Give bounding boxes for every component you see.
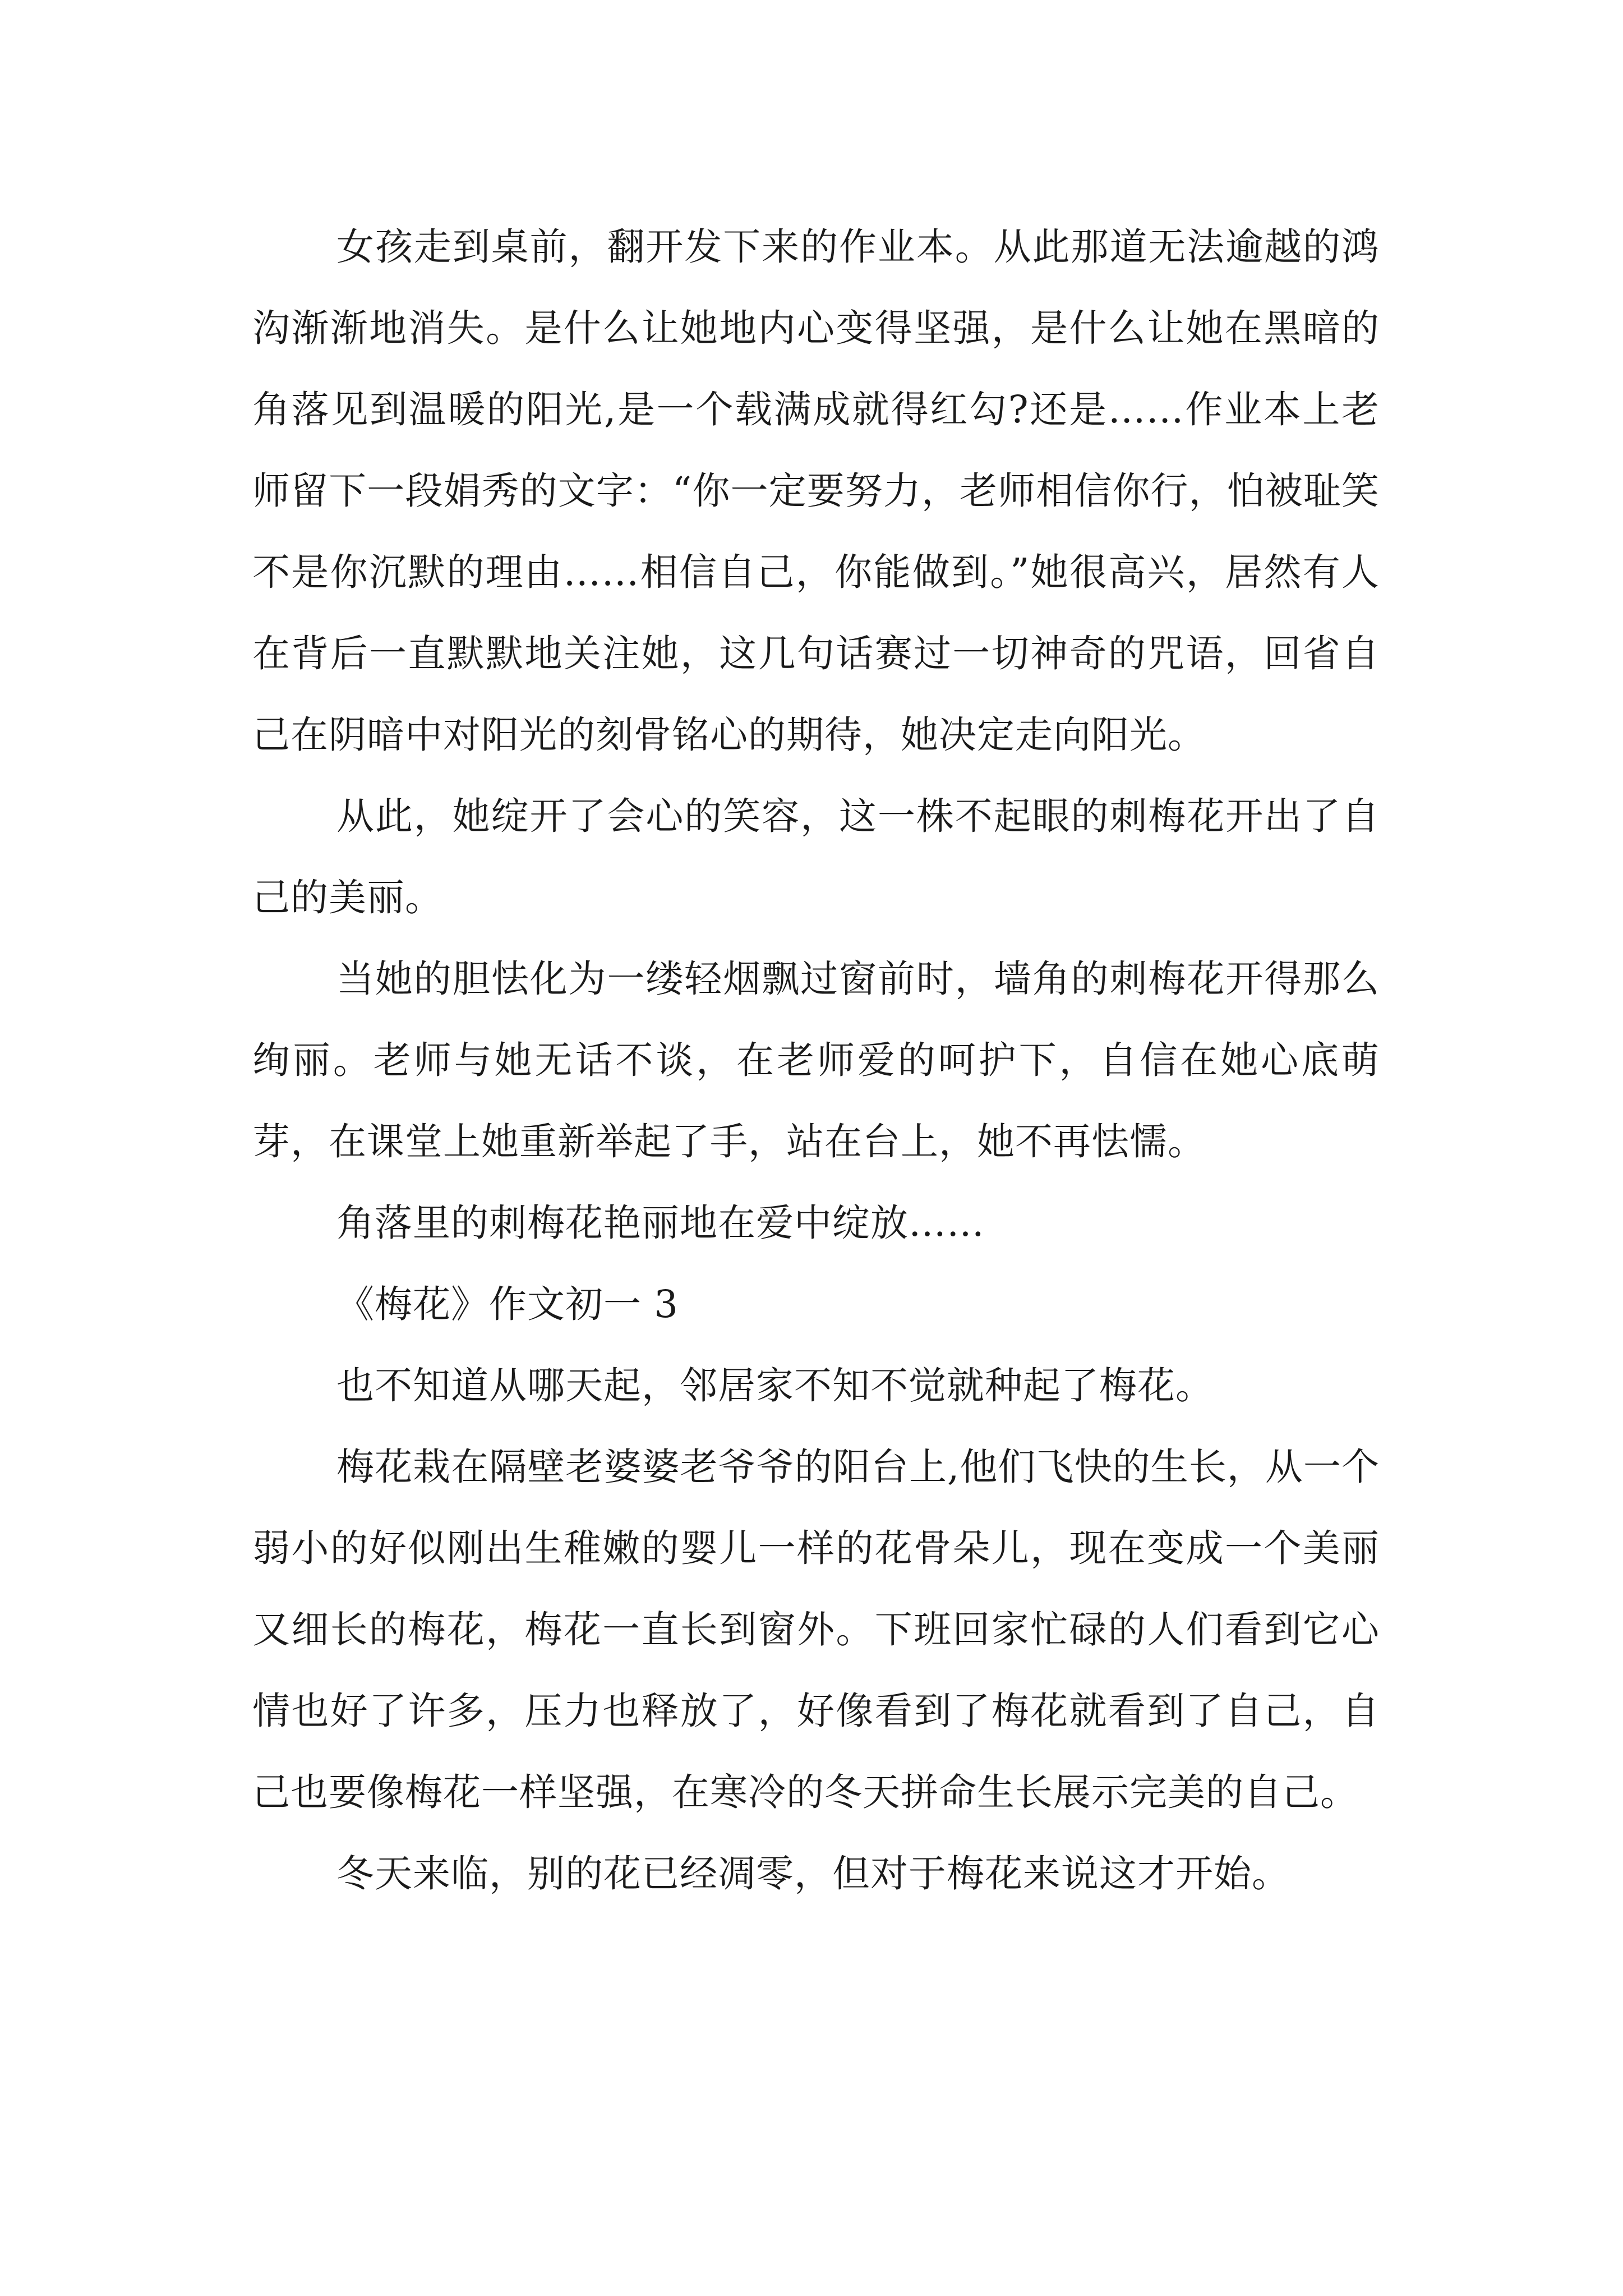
document-body — [252, 206, 1380, 1915]
section-heading: 《梅花》作文初一 3 — [336, 1282, 679, 1326]
paragraph-6: 梅花栽在隔壁老婆婆老爷爷的阳台上,他们飞快的生长，从一个弱小的好似刚出生稚嫩的婴儿一样的花骨朵儿，现在变成一个美丽又细长的梅花，梅花一直长到窗外。下班回家忙碌的人们看到它心情也好了许多，压力也释放了，好像看到了梅花就看到了自己，自己也要像梅花一样坚强，在寒冷的冬天拼命生长展示完美的自己。 — [252, 1445, 1380, 1814]
paragraph-5: 也不知道从哪天起，邻居家不知不觉就种起了梅花。 — [336, 1364, 1214, 1407]
paragraph-7: 冬天来临，别的花已经凋零，但对于梅花来说这才开始。 — [336, 1852, 1290, 1895]
paragraph-2: 从此，她绽开了会心的笑容，这一株不起眼的刺梅花开出了自己的美丽。 — [252, 794, 1380, 919]
paragraph-4: 角落里的刺梅花艳丽地在爱中绽放…… — [336, 1201, 985, 1245]
paragraph-3: 当她的胆怯化为一缕轻烟飘过窗前时，墙角的刺梅花开得那么绚丽。老师与她无话不谈，在老师爱的呵护下，自信在她心底萌芽，在课堂上她重新举起了手，站在台上，她不再怯懦。 — [252, 957, 1380, 1163]
paragraph-1: 女孩走到桌前，翻开发下来的作业本。从此那道无法逾越的鸿沟渐渐地消失。是什么让她地内心变得坚强，是什么让她在黑暗的角落见到温暖的阳光,是一个载满成就得红勾?还是……作业本上老师留下一段娟秀的文字：“你一定要努力，老师相信你行，怕被耻笑不是你沉默的理由……相信自己，你能做到。”她很高兴，居然有人在背后一直默默地关注她，这几句话赛过一切神奇的咒语，回省自己在阴暗中对阳光的刻骨铭心的期待，她决定走向阳光。 — [252, 225, 1380, 757]
